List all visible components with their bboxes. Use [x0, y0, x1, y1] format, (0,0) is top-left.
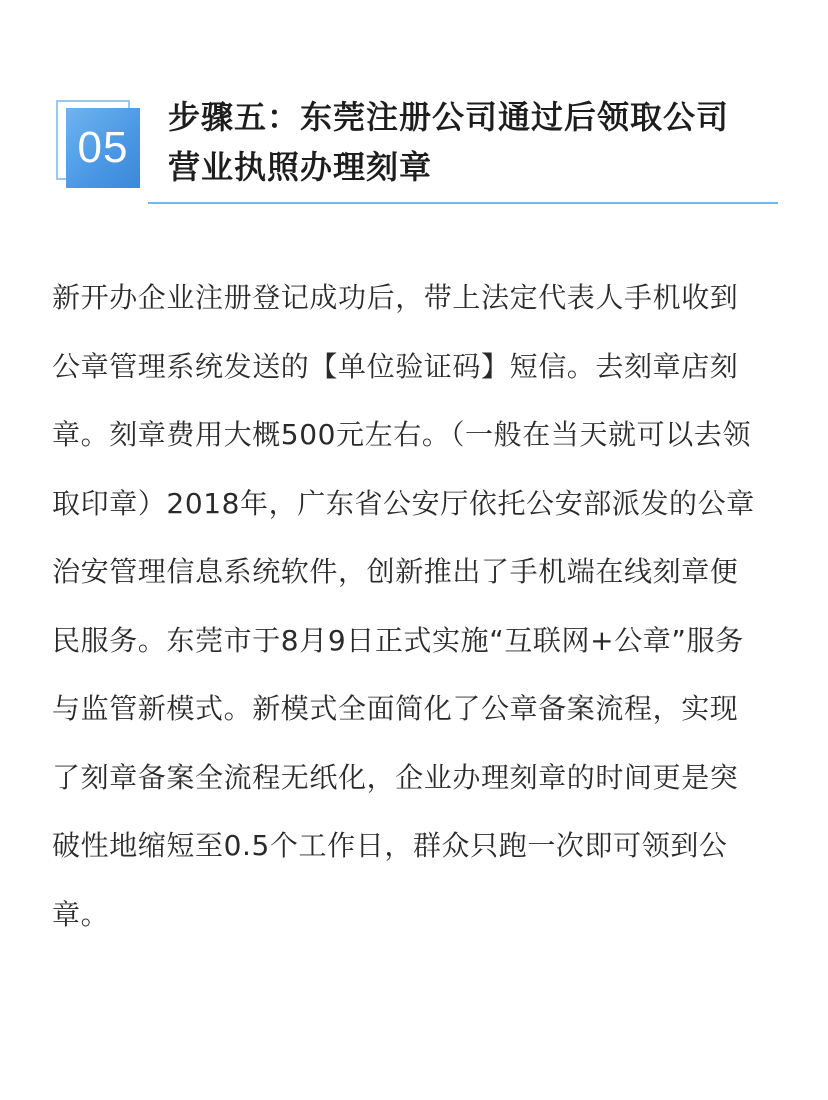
body-paragraph	[52, 264, 778, 949]
step-title-line-1: 步骤五：东莞注册公司通过后领取公司	[168, 98, 730, 136]
step-title-line-2: 营业执照办理刻章	[168, 148, 433, 186]
step-badge	[56, 100, 142, 192]
body-line: 治安管理信息系统软件，创新推出了手机端在线刻章便	[52, 555, 739, 588]
body-line: 与监管新模式。新模式全面简化了公章备案流程，实现	[52, 692, 739, 725]
body-line: 民服务。东莞市于8月9日正式实施“互联网+公章”服务	[52, 623, 744, 657]
body-line: 章。刻章费用大概500元左右。（一般在当天就可以去领	[52, 418, 752, 451]
step-title	[168, 92, 780, 192]
body-line: 取印章）2018年，广东省公安厅依托公安部派发的公章	[52, 486, 755, 520]
body-line: 公章管理系统发送的【单位验证码】短信。去刻章店刻	[52, 349, 739, 383]
body-line: 破性地缩短至0.5个工作日，群众只跑一次即可领到公	[52, 829, 728, 862]
body-line: 章。	[52, 897, 110, 931]
title-underline	[148, 202, 778, 204]
step-number: 05	[77, 123, 129, 172]
body-line: 新开办企业注册登记成功后，带上法定代表人手机收到	[52, 281, 739, 314]
body-line: 了刻章备案全流程无纸化，企业办理刻章的时间更是突	[52, 760, 739, 794]
